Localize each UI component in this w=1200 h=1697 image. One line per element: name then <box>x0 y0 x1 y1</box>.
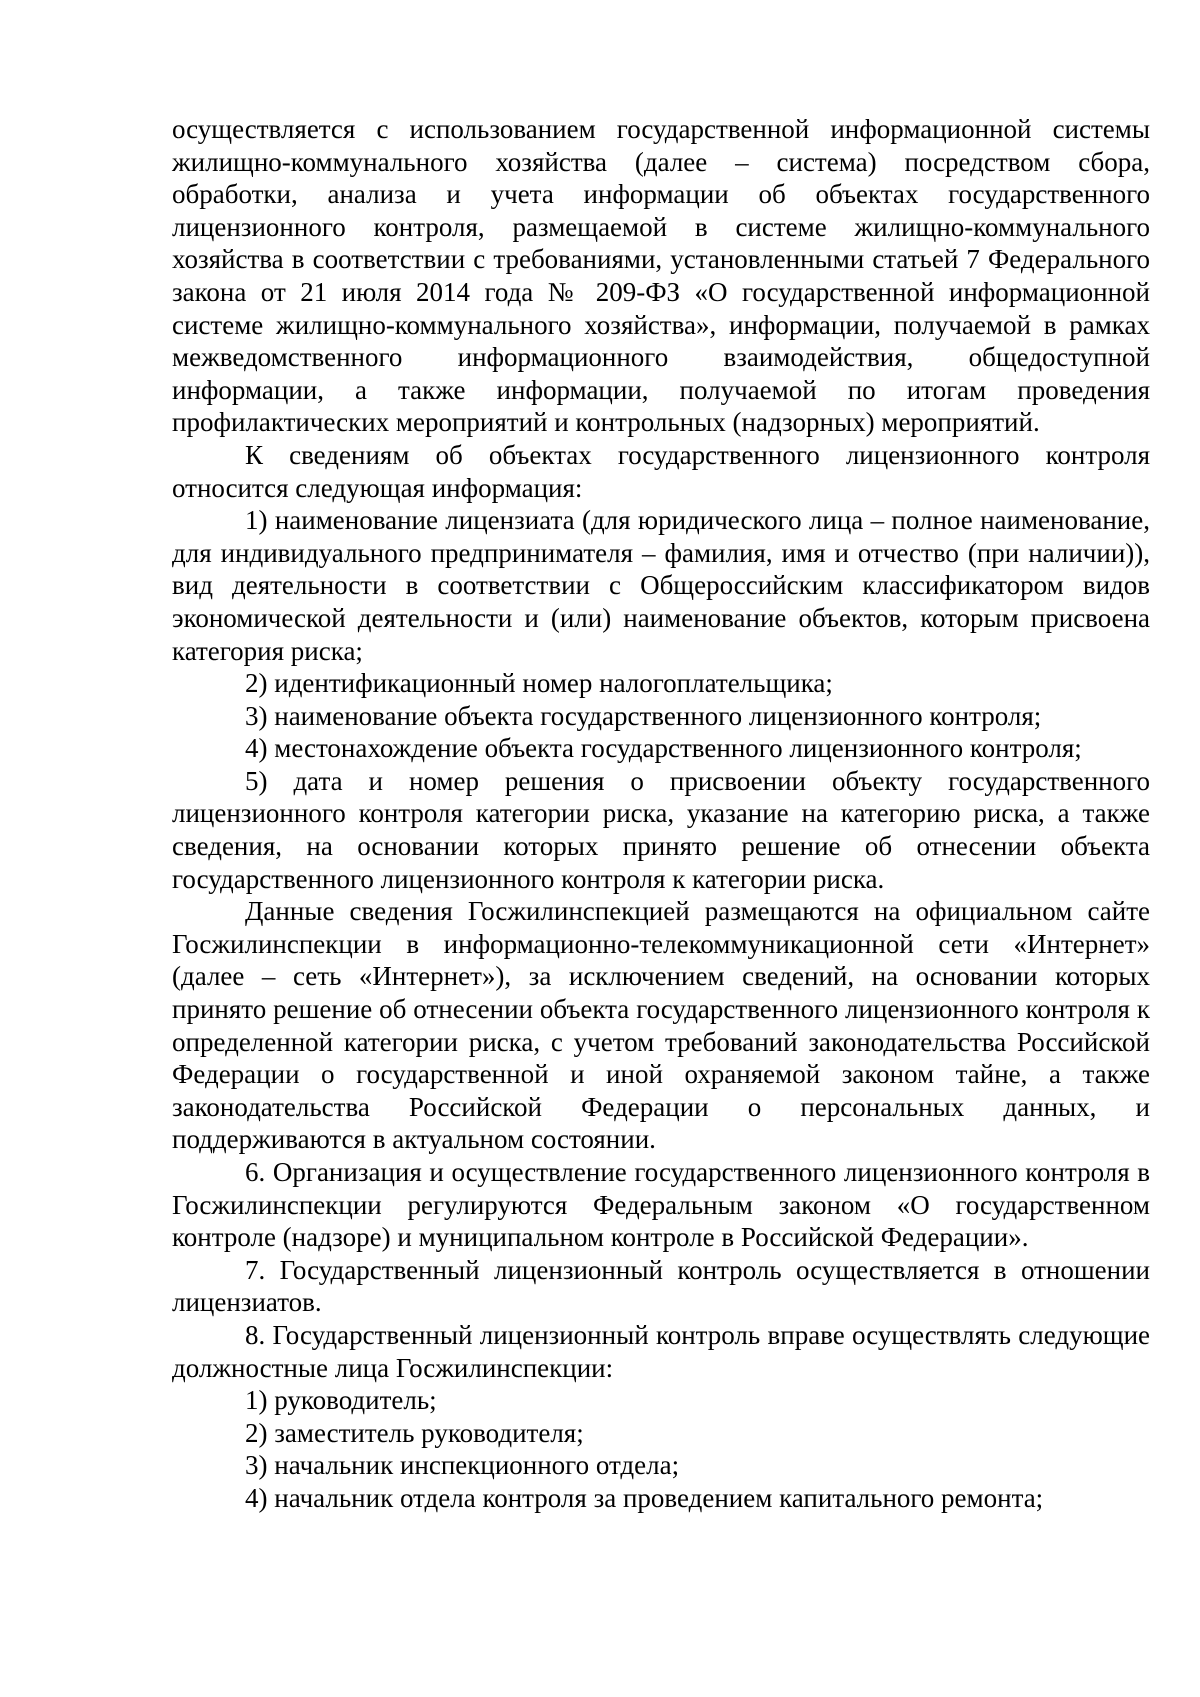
list-item-official-4: 4) начальник отдела контроля за проведением капитального ремонта; <box>245 1482 1044 1513</box>
paragraph-section-8: 8. Государственный лицензионный контроль вправе осуществлять следующие должностные лица Госжилинспекции: <box>172 1319 1150 1383</box>
list-item-5-risk-decision: 5) дата и номер решения о присвоении объекту государственного лицензионного контроля категории риска, указание на категорию риска, а также сведения, на основании которых принято решение об отнесении объекта государственного лицензионного контроля к категории риска. <box>172 765 1150 894</box>
list-item-1-licensee-name: 1) наименование лицензиата (для юридического лица – полное наименование, для индивидуального предпринимателя – фамилия, имя и отчество (при наличии)), вид деятельности в соответствии с Общероссийским классификатором видов экономической деятельности и (или) наименование объектов, которым присвоена категория риска; <box>172 505 1150 666</box>
list-item-official-3: 3) начальник инспекционного отдела; <box>245 1450 680 1481</box>
paragraph-publication: Данные сведения Госжилинспекцией размещаются на официальном сайте Госжилинспекции в информационно-телекоммуникационной сети «Интернет» (далее – сеть «Интернет»), за исключением сведений, на основании которых принято решение об отнесении объекта государственного лицензионного контроля к определенной категории риска, с учетом требований законодательства Российской Федерации о государственной и иной охраняемой законом тайне, а также законодательства Российской Федерации о персональных данных, и поддерживаются в актуальном состоянии. <box>172 896 1150 1155</box>
document-page <box>172 113 1150 1515</box>
list-item-2-inn: 2) идентификационный номер налогоплательщика; <box>245 668 833 699</box>
paragraph-info-intro: К сведениям об объектах государственного лицензионного контроля относится следующая информация: <box>172 439 1150 503</box>
list-item-3-object-name: 3) наименование объекта государственного лицензионного контроля; <box>245 700 1042 731</box>
paragraph-section-6: 6. Организация и осуществление государственного лицензионного контроля в Госжилинспекции регулируются Федеральным законом «О государственном контроле (надзоре) и муниципальном контроле в Российской Федерации». <box>172 1157 1150 1253</box>
list-item-4-object-location: 4) местонахождение объекта государственного лицензионного контроля; <box>245 733 1082 764</box>
list-item-official-2: 2) заместитель руководителя; <box>245 1417 584 1448</box>
paragraph-section-7: 7. Государственный лицензионный контроль осуществляется в отношении лицензиатов. <box>172 1254 1150 1318</box>
paragraph-continuation: осуществляется с использованием государственной информационной системы жилищно-коммунального хозяйства (далее – система) посредством сбора, обработки, анализа и учета информации об объектах государственного лицензионного контроля, размещаемой в системе жилищно-коммунального хозяйства в соответствии с требованиями, установленными статьей 7 Федерального закона от 21 июля 2014 года № 209-ФЗ «О государственной информационной системе жилищно-коммунального хозяйства», информации, получаемой в рамках межведомственного информационного взаимодействия, общедоступной информации, а также информации, получаемой по итогам проведения профилактических мероприятий и контрольных (надзорных) мероприятий. <box>172 114 1150 438</box>
list-item-official-1: 1) руководитель; <box>245 1385 437 1416</box>
